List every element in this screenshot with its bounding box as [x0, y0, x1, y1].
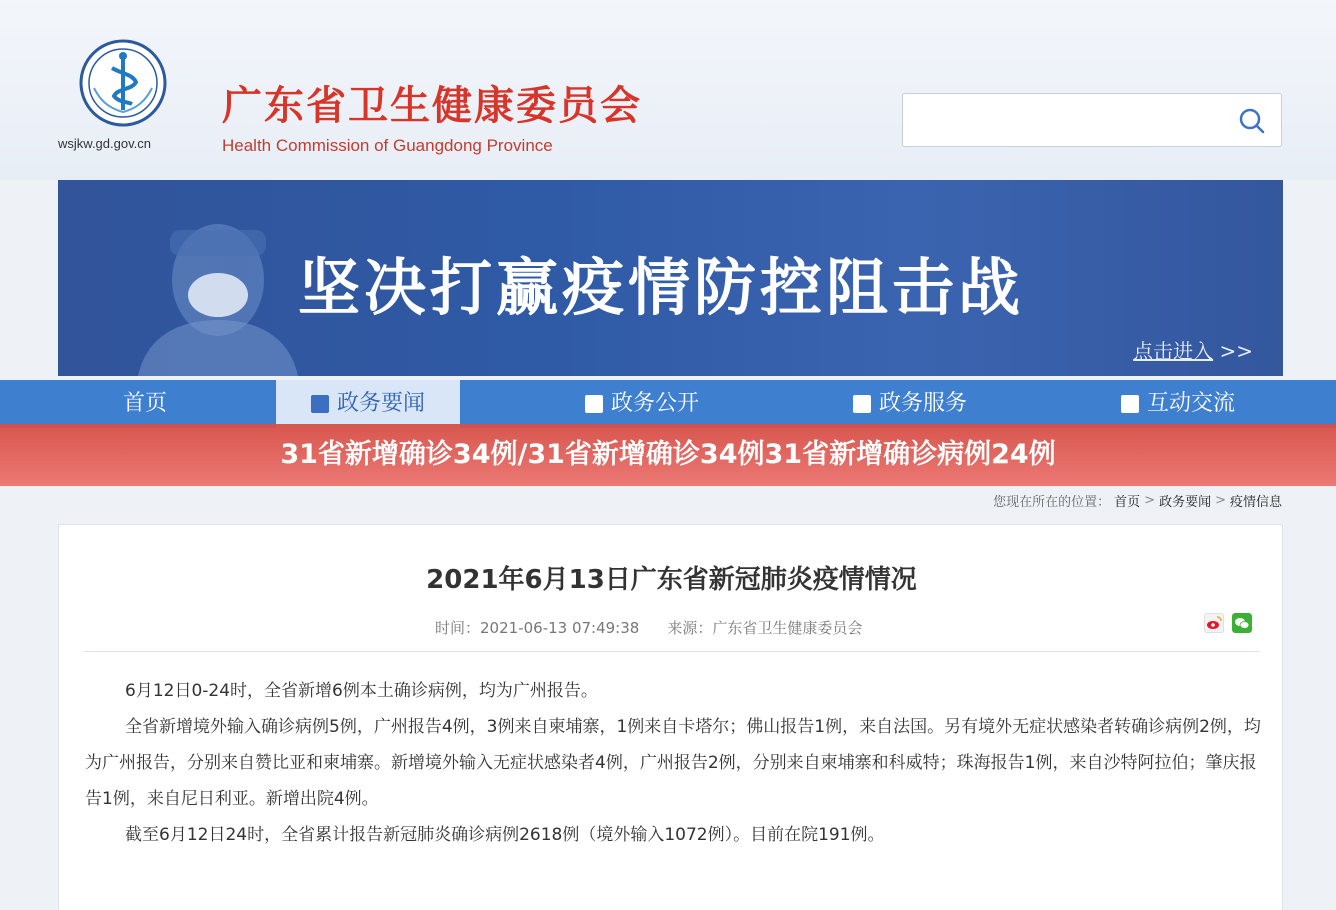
- article-paragraph: 截至6月12日24时，全省累计报告新冠肺炎确诊病例2618例（境外输入1072例）。目前在院191例。: [125, 825, 885, 845]
- breadcrumb-prefix: 您现在所在的位置：: [993, 495, 1111, 510]
- breadcrumb: [993, 491, 1282, 510]
- article-divider: [83, 651, 1260, 652]
- nav-item-gov-service[interactable]: [820, 380, 1000, 428]
- search-icon[interactable]: [1237, 106, 1267, 136]
- epidemic-banner[interactable]: [58, 180, 1283, 376]
- article-time: [435, 617, 639, 638]
- breadcrumb-item-epidemic[interactable]: 疫情信息: [1229, 495, 1282, 510]
- banner-link-label: 点击进入: [1133, 339, 1214, 363]
- article-body: [85, 673, 1265, 853]
- health-commission-logo-icon[interactable]: [78, 38, 168, 128]
- nav-item-news[interactable]: [276, 380, 460, 428]
- chat-icon: [1121, 395, 1139, 413]
- search-box[interactable]: [902, 93, 1282, 147]
- open-icon: [585, 395, 603, 413]
- site-url: wsjkw.gd.gov.cn: [58, 136, 151, 151]
- time-label: 时间：: [435, 619, 481, 637]
- article-paragraph: 全省新增境外输入确诊病例5例，广州报告4例，3例来自柬埔寨，1例来自卡塔尔；佛山报告1例，来自法国。另有境外无症状感染者转确诊病例2例，均为广州报告，分别来自赞比亚和柬埔寨。新增境外输入无症状感染者4例，广州报告2例，分别来自柬埔寨和科威特；珠海报告1例，来自沙特阿拉伯；肇庆报告1例，来自尼日利亚。新增出院4例。: [85, 717, 1261, 809]
- nav-item-gov-open[interactable]: [552, 380, 732, 428]
- site-subtitle: Health Commission of Guangdong Province: [222, 136, 553, 155]
- article-source: [667, 617, 862, 638]
- service-icon: [853, 395, 871, 413]
- news-icon: [311, 395, 329, 413]
- nav-item-interaction[interactable]: [1088, 380, 1268, 428]
- article-meta: [435, 617, 862, 638]
- site-header: [0, 0, 1336, 180]
- nav-item-label: 政务服务: [878, 391, 967, 416]
- breadcrumb-separator: >: [1215, 493, 1226, 508]
- weibo-share-icon[interactable]: [1204, 613, 1224, 633]
- article-panel: [58, 524, 1283, 910]
- time-value: 2021-06-13 07:49:38: [480, 619, 640, 637]
- share-buttons: [1204, 613, 1252, 633]
- double-chevron-right-icon: >>: [1219, 339, 1253, 363]
- search-input[interactable]: [913, 104, 1213, 136]
- nav-item-label: 政务要闻: [336, 391, 425, 416]
- breadcrumb-item-home[interactable]: 首页: [1114, 495, 1141, 510]
- banner-enter-link[interactable]: [1133, 335, 1253, 364]
- nav-item-label: 首页: [122, 391, 167, 416]
- site-title[interactable]: 广东省卫生健康委员会: [222, 83, 642, 129]
- breadcrumb-separator: >: [1144, 493, 1156, 508]
- wechat-share-icon[interactable]: [1232, 613, 1252, 633]
- nav-item-label: 互动交流: [1146, 391, 1235, 416]
- nav-item-label: 政务公开: [610, 391, 699, 416]
- nav-item-home[interactable]: [80, 380, 210, 428]
- article-title: 2021年6月13日广东省新冠肺炎疫情情况: [426, 565, 917, 595]
- overlay-headline-bar: [0, 424, 1336, 486]
- article-paragraph: 6月12日0-24时，全省新增6例本土确诊病例，均为广州报告。: [125, 681, 598, 701]
- breadcrumb-item-news[interactable]: 政务要闻: [1159, 495, 1212, 510]
- source-label: 来源：: [667, 619, 713, 637]
- source-value: 广东省卫生健康委员会: [712, 619, 863, 637]
- main-nav: [0, 380, 1336, 428]
- medical-worker-image: [118, 200, 318, 376]
- overlay-headline: 31省新增确诊34例/31省新增确诊34例31省新增确诊病例24例: [280, 439, 1056, 470]
- banner-headline: 坚决打赢疫情防控阻击战: [298, 251, 1025, 324]
